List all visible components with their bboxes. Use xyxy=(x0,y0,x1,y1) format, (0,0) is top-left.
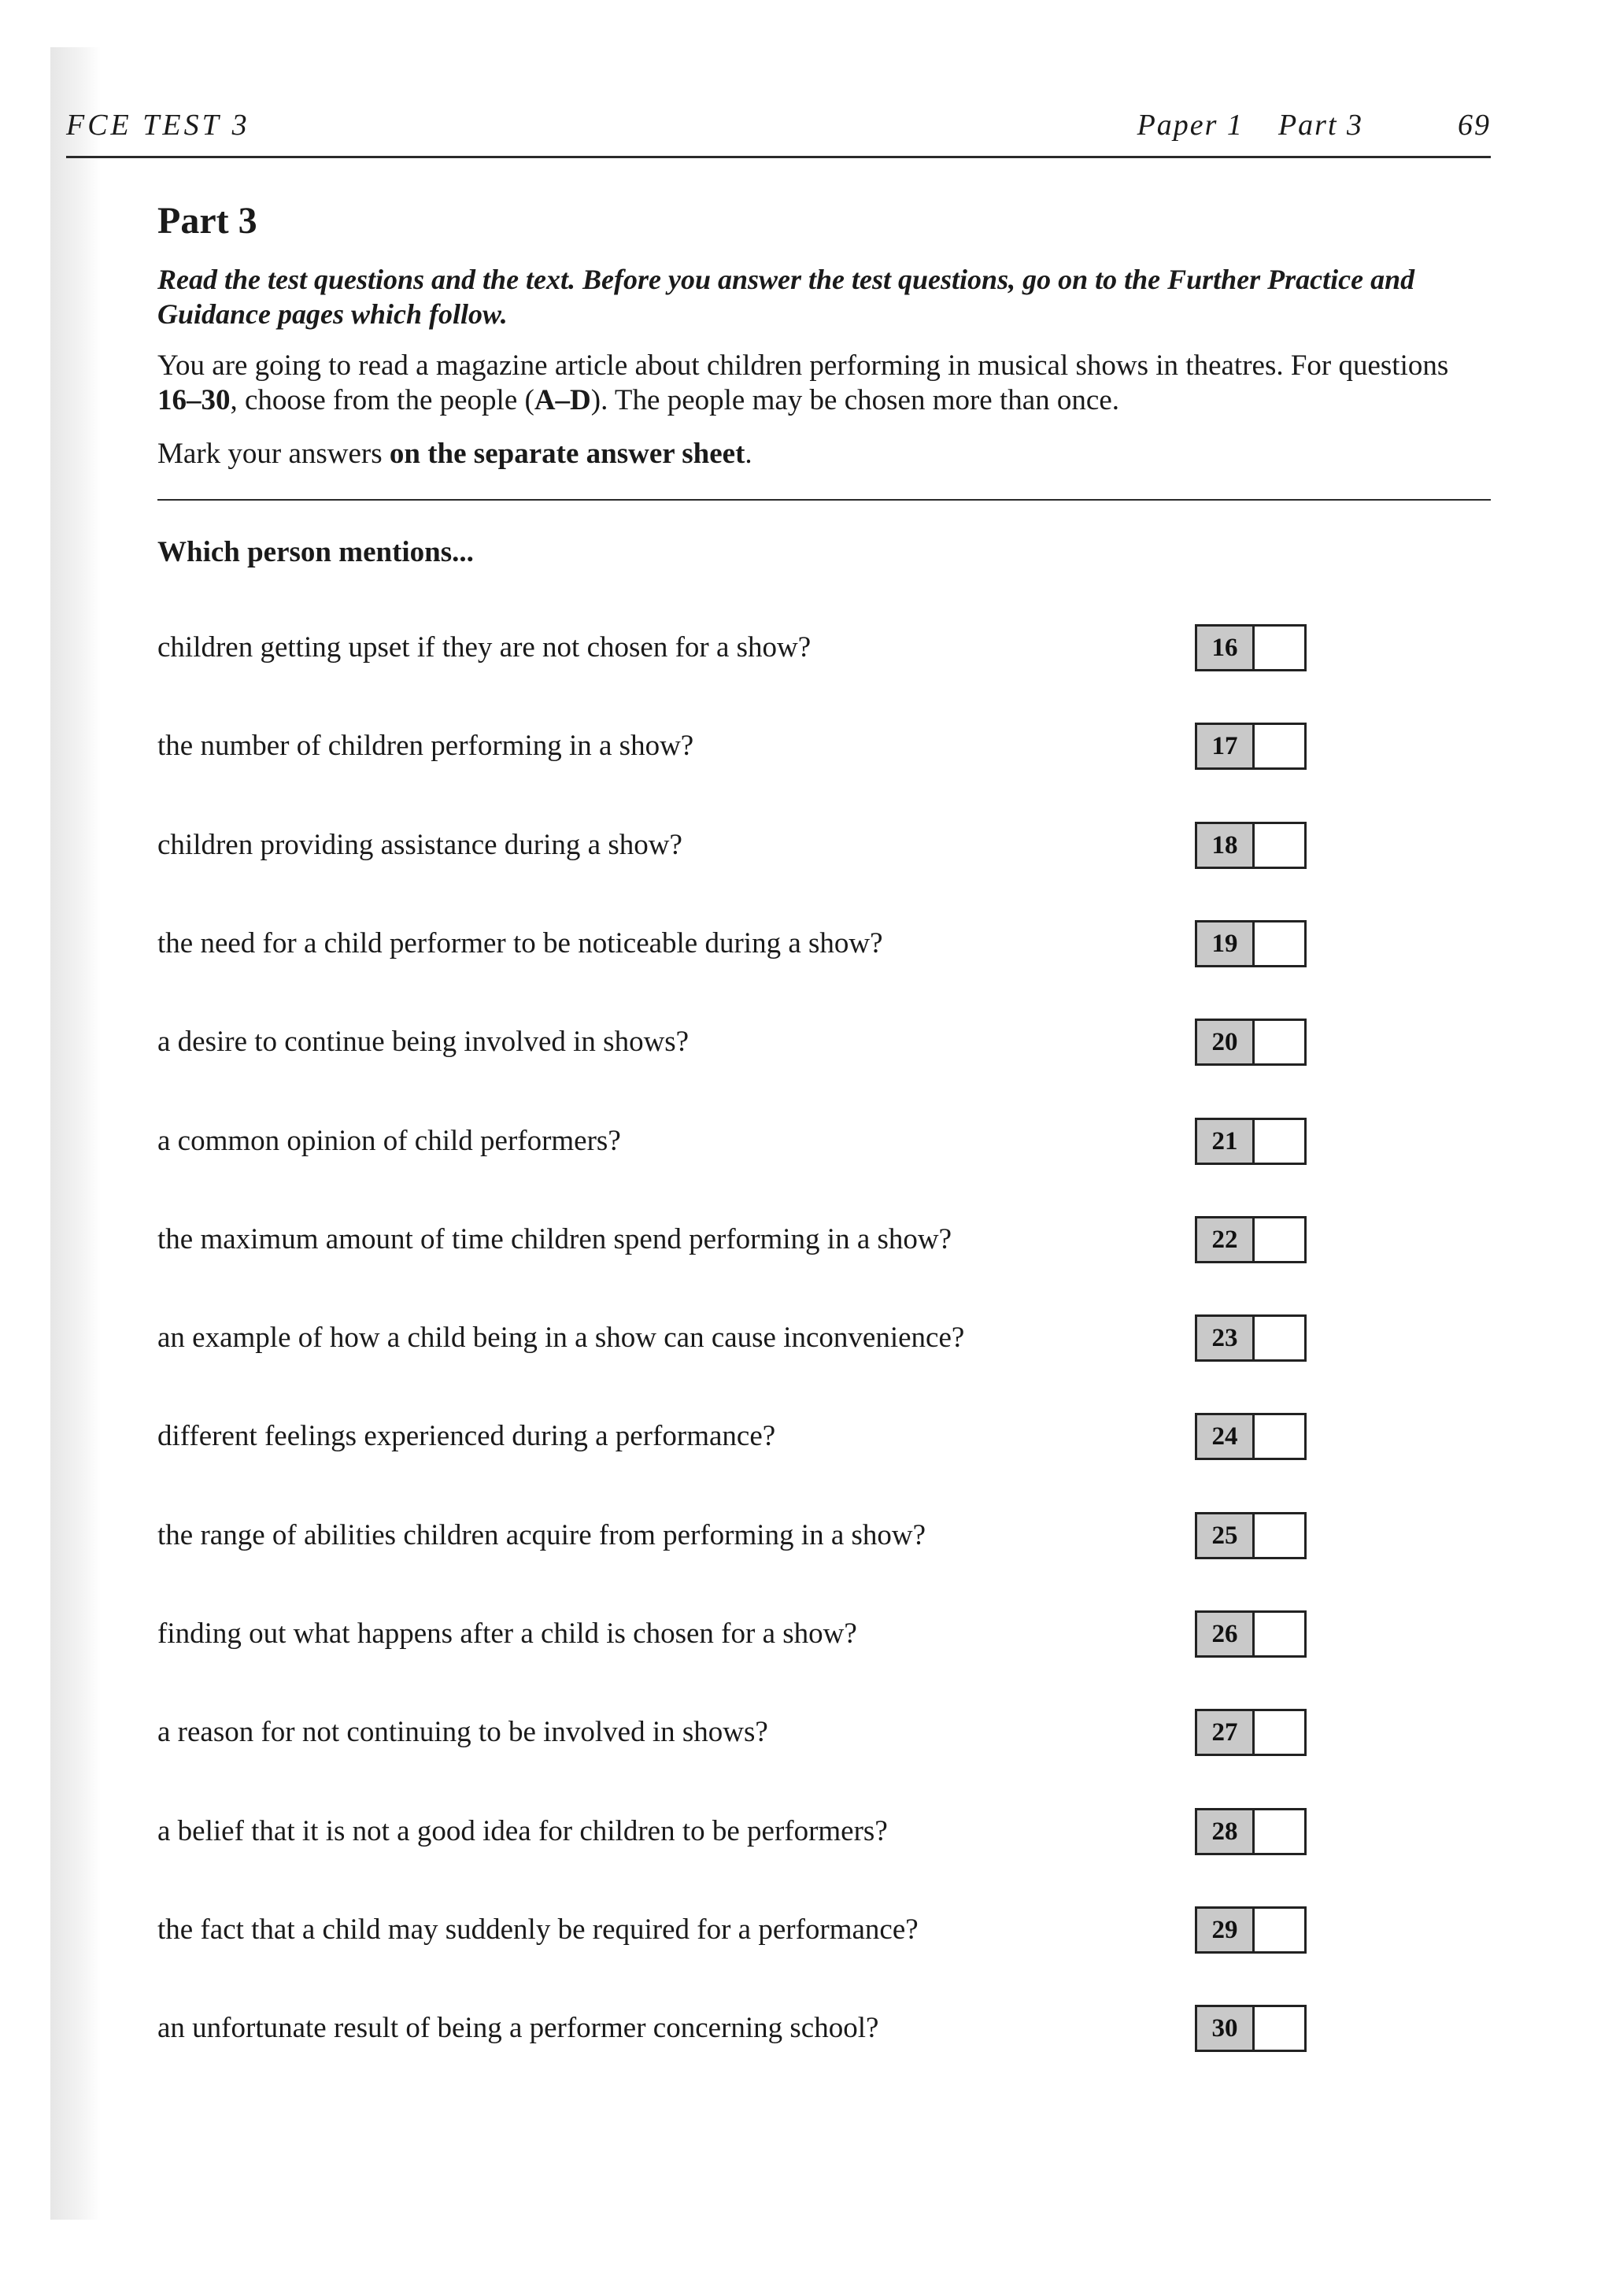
question-row xyxy=(0,1610,1612,1661)
question-text: the fact that a child may suddenly be required for a performance? xyxy=(157,1913,919,1946)
header-part: Part 3 xyxy=(1277,109,1363,142)
question-number: 23 xyxy=(1197,1317,1255,1359)
question-row xyxy=(0,723,1612,773)
answer-field[interactable] xyxy=(1255,1810,1304,1853)
question-text: an example of how a child being in a show can cause inconvenience? xyxy=(157,1322,965,1354)
question-text: the maximum amount of time children spend performing in a show? xyxy=(157,1223,952,1255)
running-header-title: FCE TEST 3 xyxy=(66,109,250,142)
page-number: 69 xyxy=(1458,109,1491,142)
question-row xyxy=(0,1216,1612,1266)
answer-box xyxy=(1195,1413,1307,1460)
answer-box xyxy=(1195,920,1307,967)
question-text: a reason for not continuing to be involved in shows? xyxy=(157,1716,768,1748)
section-title: Part 3 xyxy=(157,200,257,242)
question-text: different feelings experienced during a performance? xyxy=(157,1420,776,1452)
question-number: 20 xyxy=(1197,1021,1255,1063)
question-row xyxy=(0,1314,1612,1365)
question-number: 26 xyxy=(1197,1613,1255,1655)
question-text: children providing assistance during a show? xyxy=(157,829,682,861)
answer-field[interactable] xyxy=(1255,627,1304,669)
question-row xyxy=(0,624,1612,675)
mark-text-2: . xyxy=(745,438,752,470)
header-paper: Paper 1 xyxy=(1137,109,1244,142)
question-row xyxy=(0,1808,1612,1858)
question-number: 29 xyxy=(1197,1909,1255,1951)
answer-box xyxy=(1195,2005,1307,2052)
answer-box xyxy=(1195,1019,1307,1066)
question-row xyxy=(0,1906,1612,1957)
answer-box xyxy=(1195,1709,1307,1756)
question-number: 18 xyxy=(1197,824,1255,867)
question-row xyxy=(0,2005,1612,2055)
question-row xyxy=(0,1709,1612,1759)
question-number: 27 xyxy=(1197,1711,1255,1754)
answer-field[interactable] xyxy=(1255,1317,1304,1359)
answer-field[interactable] xyxy=(1255,1613,1304,1655)
answer-box xyxy=(1195,1118,1307,1165)
answer-field[interactable] xyxy=(1255,725,1304,767)
answer-field[interactable] xyxy=(1255,1218,1304,1261)
answer-box xyxy=(1195,723,1307,770)
question-range: 16–30 xyxy=(157,384,231,416)
question-text: the need for a child performer to be noticeable during a show? xyxy=(157,927,883,959)
answer-box xyxy=(1195,1610,1307,1658)
question-row xyxy=(0,1118,1612,1168)
answer-field[interactable] xyxy=(1255,2007,1304,2050)
question-text: children getting upset if they are not chosen for a show? xyxy=(157,631,812,664)
question-number: 21 xyxy=(1197,1120,1255,1163)
question-text: a common opinion of child performers? xyxy=(157,1125,621,1157)
answer-field[interactable] xyxy=(1255,1415,1304,1458)
question-text: finding out what happens after a child is chosen for a show? xyxy=(157,1618,857,1650)
question-number: 16 xyxy=(1197,627,1255,669)
question-row xyxy=(0,1019,1612,1069)
question-row xyxy=(0,1413,1612,1463)
answer-box xyxy=(1195,1906,1307,1954)
answer-box xyxy=(1195,624,1307,671)
questions-heading: Which person mentions... xyxy=(157,536,474,568)
answer-box xyxy=(1195,1808,1307,1855)
question-text: the range of abilities children acquire from performing in a show? xyxy=(157,1519,926,1551)
answer-box xyxy=(1195,1216,1307,1263)
instructions-text-2: , choose from the people ( xyxy=(230,384,534,416)
question-number: 17 xyxy=(1197,725,1255,767)
question-text: a belief that it is not a good idea for children to be performers? xyxy=(157,1815,888,1847)
answer-field[interactable] xyxy=(1255,1711,1304,1754)
instructions-text-1: You are going to read a magazine article about children performing in musical shows in theatres. For questions xyxy=(157,349,1449,382)
answer-field[interactable] xyxy=(1255,824,1304,867)
instructions-italic: Read the test questions and the text. Before you answer the test questions, go on to the Further Practice and Guidance pages which follow. xyxy=(157,264,1415,330)
question-row xyxy=(0,920,1612,971)
answer-field[interactable] xyxy=(1255,922,1304,965)
question-text: an unfortunate result of being a performer concerning school? xyxy=(157,2012,879,2044)
question-number: 30 xyxy=(1197,2007,1255,2050)
mark-text-1: Mark your answers xyxy=(157,438,390,470)
question-row xyxy=(0,822,1612,872)
question-number: 24 xyxy=(1197,1415,1255,1458)
people-range: A–D xyxy=(534,384,591,416)
question-row xyxy=(0,1512,1612,1562)
answer-field[interactable] xyxy=(1255,1120,1304,1163)
mark-text-bold: on the separate answer sheet xyxy=(389,438,745,470)
question-number: 28 xyxy=(1197,1810,1255,1853)
answer-field[interactable] xyxy=(1255,1909,1304,1951)
question-text: the number of children performing in a show? xyxy=(157,730,694,762)
answer-box xyxy=(1195,1512,1307,1559)
answer-field[interactable] xyxy=(1255,1021,1304,1063)
instructions-text-3: ). The people may be chosen more than once. xyxy=(590,384,1120,416)
question-number: 19 xyxy=(1197,922,1255,965)
question-text: a desire to continue being involved in shows? xyxy=(157,1026,690,1058)
answer-field[interactable] xyxy=(1255,1514,1304,1557)
question-number: 22 xyxy=(1197,1218,1255,1261)
answer-box xyxy=(1195,1314,1307,1362)
question-number: 25 xyxy=(1197,1514,1255,1557)
answer-box xyxy=(1195,822,1307,869)
